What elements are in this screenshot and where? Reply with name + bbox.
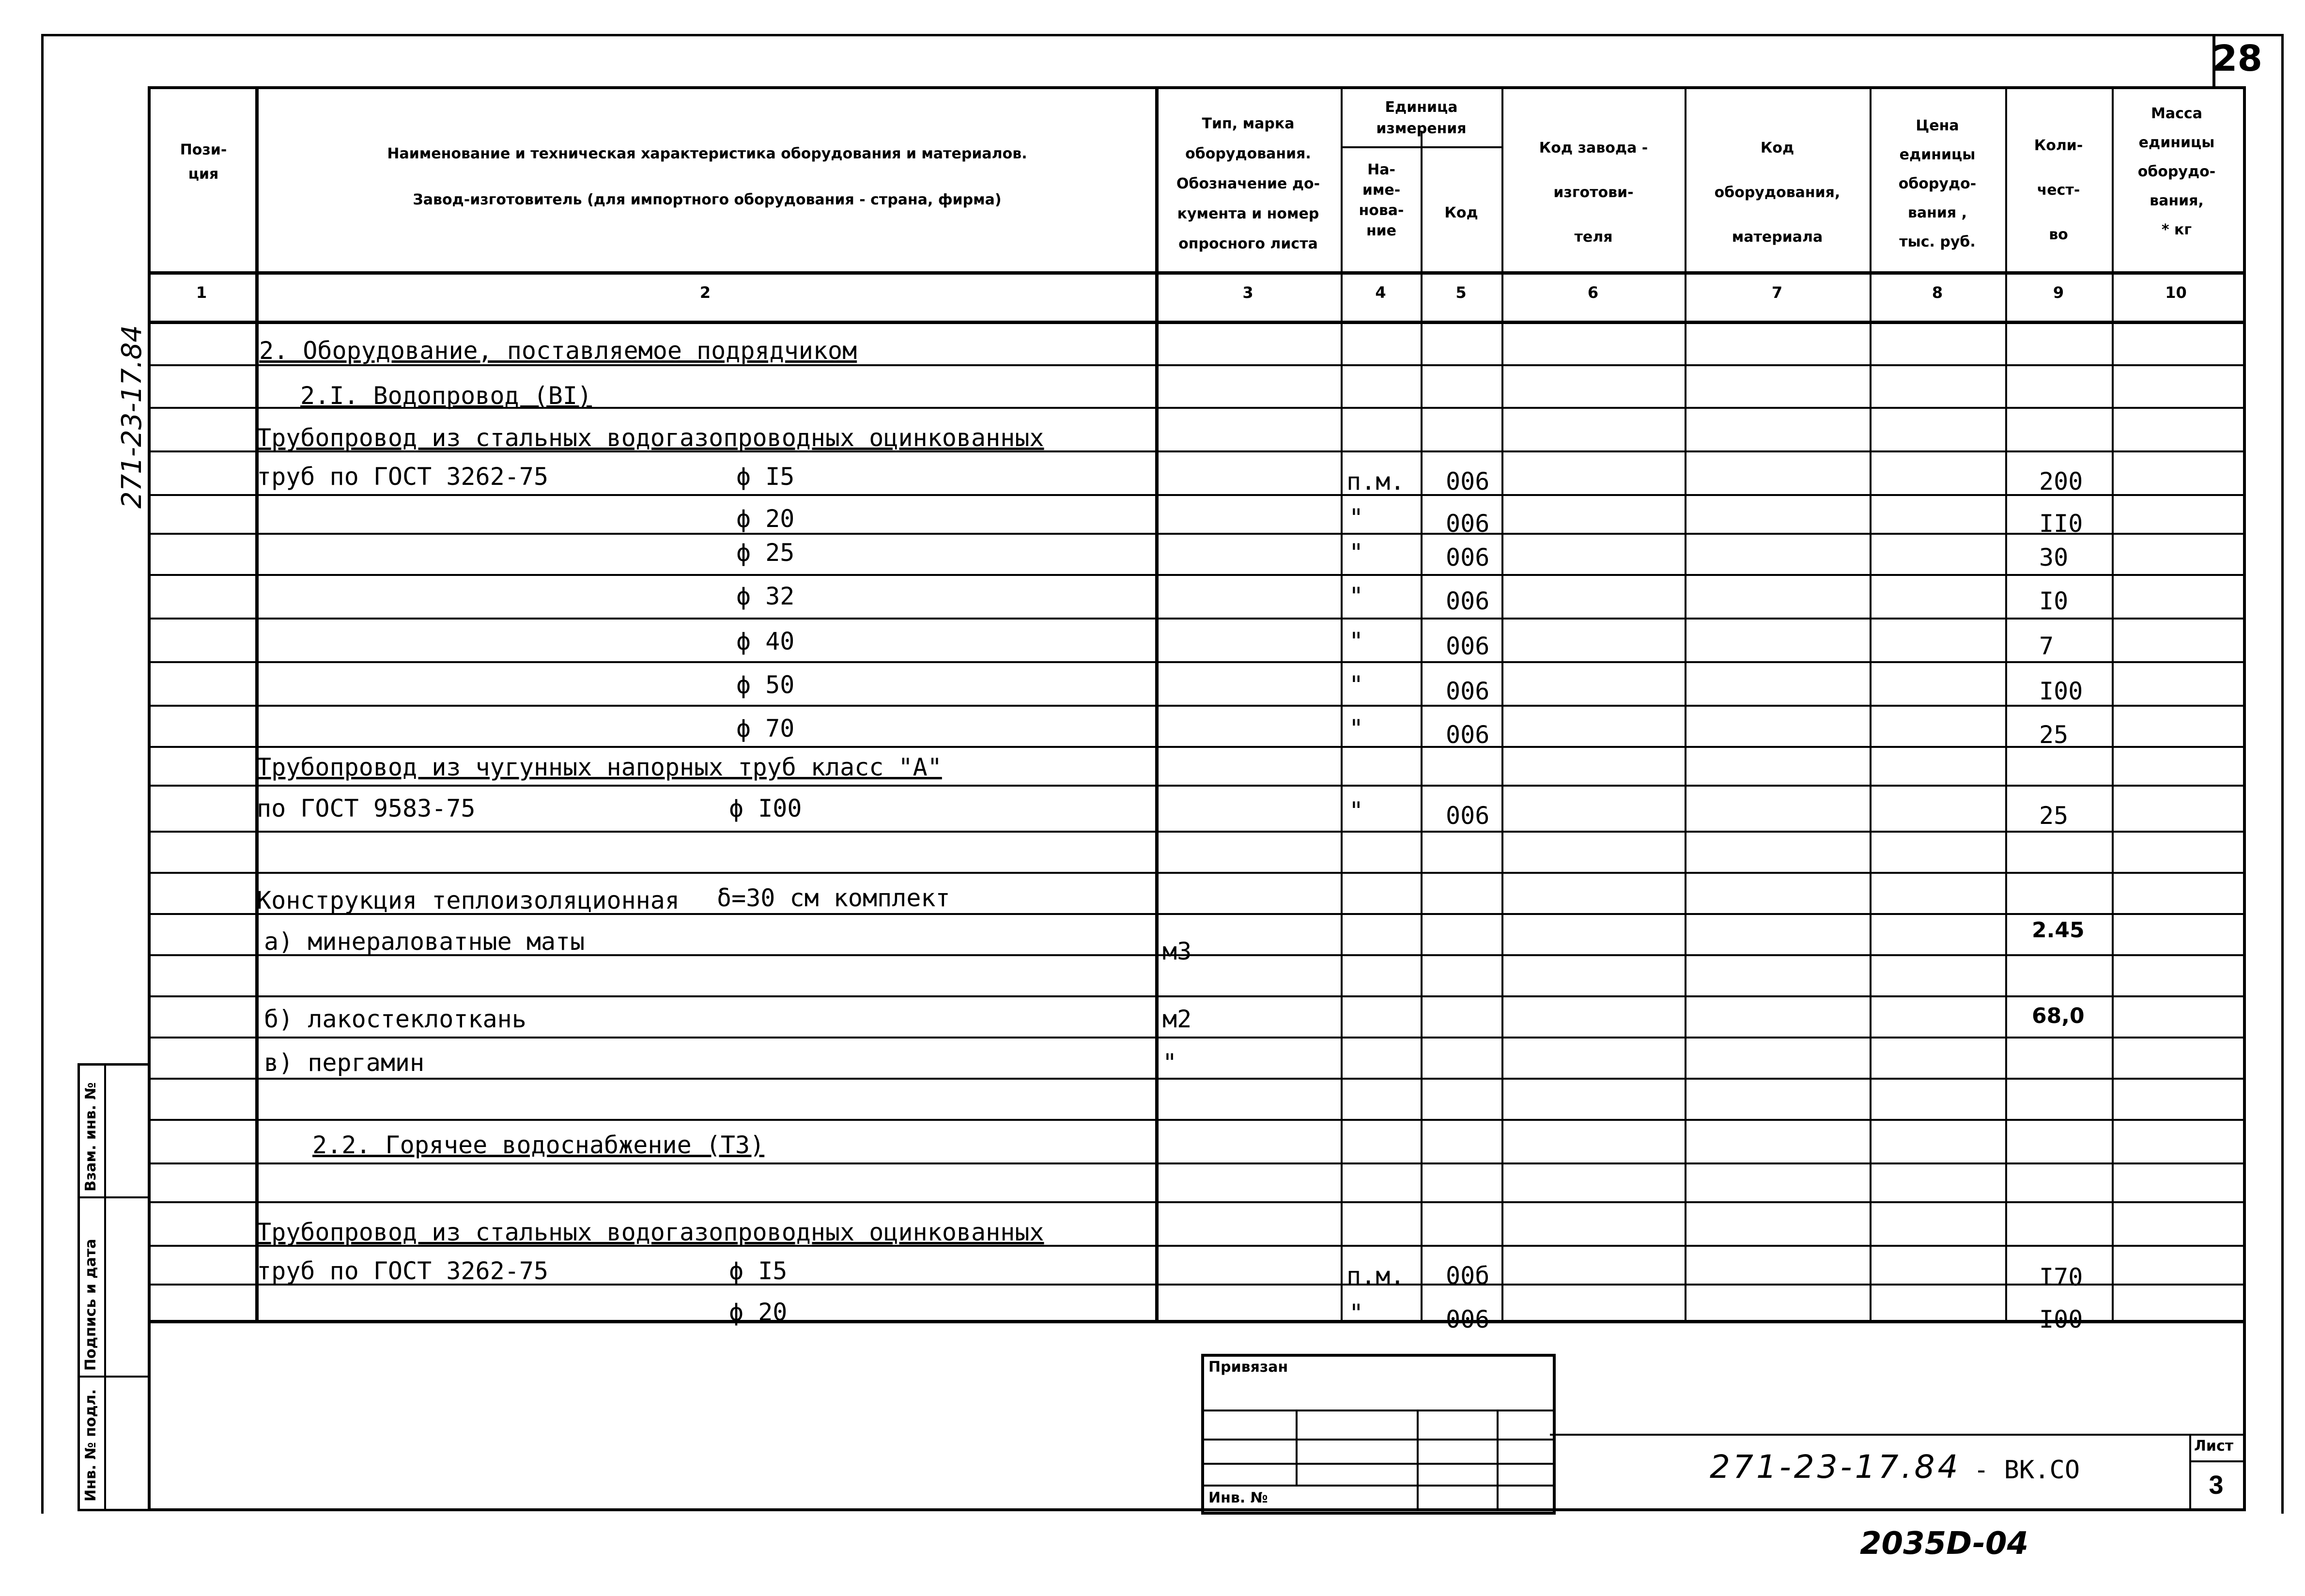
binding-vline-1 bbox=[1296, 1410, 1298, 1485]
row-line bbox=[148, 746, 2243, 748]
binding-label: Привязан bbox=[1208, 1359, 1288, 1376]
code-32: 006 bbox=[1446, 587, 1490, 615]
row-line bbox=[148, 1119, 2243, 1121]
qty-50: I00 bbox=[2039, 677, 2083, 705]
qty-20-hot: I00 bbox=[2039, 1305, 2083, 1333]
unit-15: п.м. bbox=[1346, 467, 1405, 496]
table-bottom-line bbox=[148, 1320, 2243, 1323]
unit-70: " bbox=[1349, 714, 1364, 743]
code-100: 006 bbox=[1446, 802, 1490, 830]
list-box-mid bbox=[2189, 1460, 2243, 1462]
qty-25: 30 bbox=[2039, 543, 2069, 572]
insulation-fabric-qty: 68,0 bbox=[2032, 1004, 2085, 1028]
side-stamp-line-2 bbox=[77, 1376, 148, 1378]
row-line bbox=[148, 574, 2243, 576]
inv-label: Инв. № bbox=[1208, 1489, 1268, 1506]
pipeline-steel-2-gost: труб по ГОСТ 3262-75 bbox=[257, 1257, 549, 1285]
colnum-2: 2 bbox=[699, 283, 711, 302]
colnum-5: 5 bbox=[1455, 283, 1467, 302]
dia-32: ϕ 32 bbox=[736, 582, 795, 610]
pipeline-steel-2: Трубопровод из стальных водогазопроводных оцинкованных bbox=[257, 1218, 1044, 1246]
insulation-fabric-unit: м2 bbox=[1162, 1005, 1192, 1033]
row-line bbox=[148, 872, 2243, 874]
qty-20: II0 bbox=[2039, 510, 2083, 538]
header-unit: Единица измерения bbox=[1376, 99, 1467, 137]
code-50: 006 bbox=[1446, 677, 1490, 705]
pipeline-steel-1-gost: труб по ГОСТ 3262-75 bbox=[257, 463, 549, 491]
colnum-4: 4 bbox=[1375, 283, 1386, 302]
unit-32: " bbox=[1349, 582, 1364, 610]
header-mass: Масса единицы оборудо- вания, * кг bbox=[2137, 105, 2216, 238]
subsection-water: 2.I. Водопровод (BI) bbox=[300, 382, 592, 410]
row-line bbox=[148, 785, 2243, 787]
insulation-mats: а) минераловатные маты bbox=[264, 928, 585, 956]
row-line bbox=[148, 1037, 2243, 1038]
header-pos: Пози- ция bbox=[180, 141, 227, 183]
dia-100: ϕ I00 bbox=[729, 794, 802, 822]
colnum-7: 7 bbox=[1771, 283, 1783, 302]
doc-code: 271-23-17.84 bbox=[1710, 1448, 1961, 1486]
row-line bbox=[148, 1078, 2243, 1080]
list-label: Лист bbox=[2194, 1438, 2234, 1455]
unit-100: " bbox=[1349, 797, 1364, 825]
binding-vline-3 bbox=[1497, 1410, 1499, 1509]
code-15: 006 bbox=[1446, 467, 1490, 496]
pipeline-cast-iron-gost: по ГОСТ 9583-75 bbox=[257, 794, 476, 822]
code-70: 006 bbox=[1446, 721, 1490, 749]
dia-25: ϕ 25 bbox=[736, 539, 795, 567]
unit-20: " bbox=[1349, 504, 1364, 532]
binding-line-3 bbox=[1201, 1463, 1553, 1465]
binding-line-4 bbox=[1201, 1485, 1553, 1487]
header-bottom-line bbox=[148, 271, 2243, 275]
side-stamp-divider bbox=[104, 1063, 106, 1509]
code-25: 006 bbox=[1446, 543, 1490, 572]
colnum-6: 6 bbox=[1587, 283, 1599, 302]
colnum-1: 1 bbox=[196, 283, 207, 302]
col-line-4 bbox=[1421, 131, 1423, 1321]
qty-32: I0 bbox=[2039, 587, 2069, 615]
header-price: Цена единицы оборудо- вания , тыс. руб. bbox=[1898, 117, 1977, 250]
subsection-hot-water: 2.2. Горячее водоснабжение (Т3) bbox=[312, 1131, 765, 1159]
colnum-3: 3 bbox=[1242, 283, 1253, 302]
colnum-8: 8 bbox=[1932, 283, 1943, 302]
code-15-hot: 00б bbox=[1446, 1262, 1490, 1290]
dia-15-hot: ϕ I5 bbox=[729, 1257, 788, 1285]
row-line bbox=[148, 1201, 2243, 1203]
qty-15: 200 bbox=[2039, 467, 2083, 496]
list-value: 3 bbox=[2209, 1471, 2224, 1500]
header-name: Наименование и техническая характеристика оборудования и материалов. Завод-изготовитель (для импортного оборудования - страна, фирма) bbox=[387, 145, 1027, 208]
header-factory-code: Код завода - изготови- теля bbox=[1539, 139, 1648, 246]
insulation-fabric: б) лакостеклоткань bbox=[264, 1005, 526, 1033]
bottom-code: 2035D-04 bbox=[1860, 1526, 2029, 1562]
dia-15: ϕ I5 bbox=[736, 463, 795, 491]
unit-20-hot: " bbox=[1349, 1299, 1364, 1327]
pipeline-cast-iron: Трубопровод из чугунных напорных труб класс "А" bbox=[257, 753, 942, 781]
row-line bbox=[148, 618, 2243, 620]
row-line bbox=[148, 831, 2243, 833]
unit-25: " bbox=[1349, 539, 1364, 567]
section-title: 2. Оборудование, поставляемое подрядчиком bbox=[259, 337, 857, 365]
page-number: 28 bbox=[2212, 38, 2262, 79]
side-label-signature-date: Подпись и дата bbox=[82, 1239, 99, 1371]
dia-50: ϕ 50 bbox=[736, 671, 795, 699]
colnum-10: 10 bbox=[2165, 283, 2187, 302]
side-stamp-line-1 bbox=[77, 1196, 148, 1198]
pipeline-steel-1: Трубопровод из стальных водогазопроводных оцинкованных bbox=[257, 424, 1044, 452]
qty-70: 25 bbox=[2039, 721, 2069, 749]
header-unit-name: На- име- нова- ние bbox=[1359, 161, 1404, 239]
unit-50: " bbox=[1349, 671, 1364, 699]
doc-suffix: - ВК.СО bbox=[1974, 1456, 2080, 1485]
dia-70: ϕ 70 bbox=[736, 714, 795, 743]
header-quantity: Коли- чест- во bbox=[2034, 137, 2083, 243]
row-line bbox=[148, 533, 2243, 535]
binding-line-2 bbox=[1201, 1439, 1553, 1441]
colnum-9: 9 bbox=[2053, 283, 2064, 302]
unit-15-hot: п.м. bbox=[1346, 1262, 1405, 1290]
colnum-bottom-line bbox=[148, 321, 2243, 324]
side-label-inv-original: Инв. № подл. bbox=[82, 1389, 99, 1502]
insulation-pergamin: в) пергамин bbox=[264, 1049, 425, 1077]
header-unit-code: Код bbox=[1444, 204, 1478, 221]
code-20: 006 bbox=[1446, 510, 1490, 538]
code-20-hot: 006 bbox=[1446, 1305, 1490, 1333]
insulation-pergamin-unit: " bbox=[1162, 1049, 1177, 1077]
qty-100: 25 bbox=[2039, 802, 2069, 830]
insulation-mats-unit: м3 bbox=[1162, 937, 1192, 965]
row-line bbox=[148, 1162, 2243, 1164]
code-40: 006 bbox=[1446, 632, 1490, 660]
doc-block-top bbox=[1550, 1434, 2243, 1436]
binding-line-1 bbox=[1201, 1410, 1553, 1411]
row-line bbox=[148, 995, 2243, 997]
unit-40: " bbox=[1349, 627, 1364, 655]
row-line bbox=[148, 705, 2243, 707]
row-line bbox=[148, 494, 2243, 496]
row-line bbox=[148, 661, 2243, 663]
qty-40: 7 bbox=[2039, 632, 2054, 660]
dia-20: ϕ 20 bbox=[736, 505, 795, 533]
margin-code: 271-23-17.84 bbox=[116, 325, 148, 509]
binding-vline-2 bbox=[1417, 1410, 1419, 1509]
insulation-thickness: δ=30 см комплект bbox=[717, 884, 950, 912]
dia-20-hot: ϕ 20 bbox=[729, 1298, 788, 1326]
header-type: Тип, марка оборудования. Обозначение до- кумента и номер опросного листа bbox=[1176, 115, 1320, 252]
insulation-construction: Конструкция теплоизоляционная bbox=[257, 886, 680, 914]
header-equipment-code: Код оборудования, материала bbox=[1714, 139, 1841, 246]
unit-header-line bbox=[1341, 146, 1501, 148]
dia-40: ϕ 40 bbox=[736, 627, 795, 655]
side-label-replace-inv: Взам. инв. № bbox=[82, 1082, 99, 1192]
insulation-mats-qty: 2.45 bbox=[2032, 918, 2085, 943]
qty-15-hot: I70 bbox=[2039, 1263, 2083, 1291]
